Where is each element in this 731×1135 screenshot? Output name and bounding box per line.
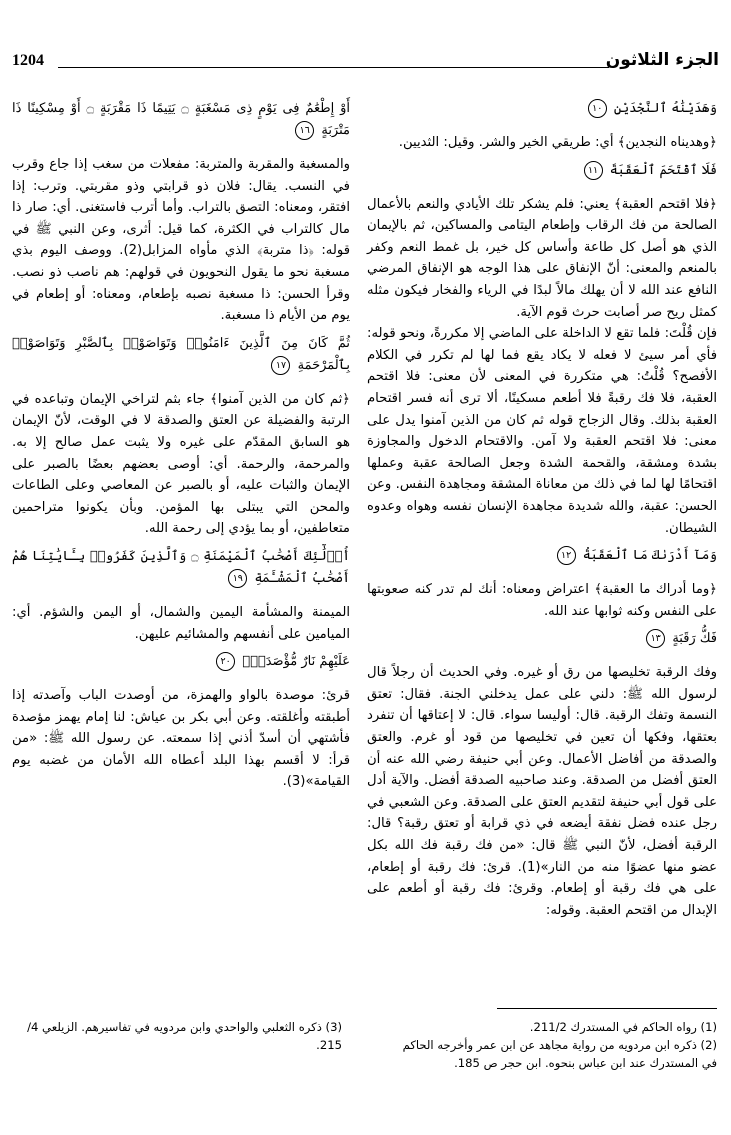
footnotes-right: [387, 1018, 717, 1072]
verse-text: وَهَدَيْنَٰهُ ٱلنَّجْدَيْنِ: [613, 101, 717, 116]
verse-number: ١٩: [228, 569, 247, 588]
paragraph: ﴿ثم كان من الذين آمنوا﴾ جاء بثم لتراخي الإيمان وتباعده في الرتبة والفضيلة عن العتق والصدقة لا في الوقت، لأنّ الإيمان هو السابق المقدّم على غيره ولا يثبت عمل صالح إلا به. والمرحمة، والرحمة. أي: أوصى بعضهم بعضًا بالصبر على الإيمان والثبات عليه، أو بالصبر عن المعاصي وعلى الطاعات والمحن التي يبتلى بها المؤمن. وبأن يكونوا متراحمين متعاطفين، أو بما يؤدي إلى رحمة الله.: [12, 391, 350, 537]
paragraph: الميمنة والمشأمة اليمين والشمال، أو اليمن والشؤم. أي: الميامين على أنفسهم والمشائيم عليهن.: [12, 604, 350, 642]
verse-number: ٢٠: [216, 652, 235, 671]
verse-14-16: [12, 98, 350, 142]
page-header: [12, 52, 719, 80]
verse-number: ١٦: [295, 121, 314, 140]
paragraph: وفك الرقبة تخليصها من رق أو غيره. وفي الحديث أن رجلاً قال لرسول الله ﷺ: دلني على عمل يدخلني الجنة. فقال: تعتق النسمة وتفك الرقبة. قال: أوليسا سواء. قال: لا إعتاقها أن تنفرد بعتقها، وفكها أن تعين في تخليصها من قود أو غرم. والعتق والصدقة من أفاضل الأعمال. وعن أبي حنيفة رضي الله عنه أن العتق أفضل من الصدقة. وعند صاحبيه الصدقة أفضل. والآية أدل على قول أبي حنيفة لتقديم العتق على الصدقة. وعن الشعبي في رجل عنده فضل نفقة أيضعه في ذي قرابة أو تعتق رقبة؟ قال: الرقبة أفضل، لأنّ النبي ﷺ قال: «من فك رقبة فك الله بكل عضو منها عضوًا منه من النار»(1). قرئ: فك رقبة أو إطعام، على هي فك رقبة أو إطعام. وقرئ: فك رقبة أو أطعم على الإبدال من اقتحم العقبة. وقوله:: [367, 665, 717, 918]
verse-20: [12, 651, 350, 673]
paragraph: فإن قُلْتَ: فلما تقع لا الداخلة على الماضي إلا مكررةً، ونحو قوله: فأي أمر سيئ لا فعله لا يكاد يقع فما لها لم تكرر في الكلام الأفصح؟ قُلْتُ: هي متكررة في المعنى لأن معنى: فلا اقتحم العقبة، فلا فك رقبةً فلا أطعم مسكينًا، ألا ترى أنه فسر اقتحام العقبة بذلك. وقال الزجاج قوله ثم كان من الذين آمنوا يدل على معنى: فلا اقتحم العقبة ولا آمن. والاقتحام الدخول والمجاوزة بشدة ومشقة، والقحمة الشدة وجعل الصالحة عقبة وعملها اقتحامًا لها لما في ذلك من معاناة المشقة ومجاهدة النفس. وعن الحسن: عقبة، والله شديدة مجاهدة الإنسان نفسه وهواه وعدوه الشيطان.: [367, 326, 717, 536]
right-column: [367, 92, 717, 921]
part-title: الجزء الثلاثون: [605, 50, 719, 70]
verse-number: ١١: [584, 161, 603, 180]
verse-18-19: [12, 546, 350, 590]
verse-text: أَوْ إِطْعَٰمٌ فِى يَوْمٍ ذِى مَسْغَبَةٍ ۝ يَتِيمًا ذَا مَقْرَبَةٍ ۝ أَوْ مِسْكِينًا ذَا مَتْرَبَةٍ: [12, 101, 351, 138]
verse-11: [367, 160, 717, 182]
verse-12: [367, 545, 717, 567]
paragraph: قرئ: موصدة بالواو والهمزة، من أوصدت الباب وآصدته إذا أطبقته وأغلقته. وعن أبي بكر بن عياش: لنا إمام يهمز مؤصدة فأشتهي أن أسدّ أذني إذا سمعته. عن رسول الله ﷺ: «من قرأ: لا أقسم بهذا البلد أعطاه الله الأمان من غضبه يوم القيامة»(3).: [12, 688, 350, 790]
verse-text: عَلَيْهِمْ نَارٌ مُّؤْصَدَةٌۢ: [242, 654, 350, 670]
footnote-1: (1) رواه الحاكم في المستدرك 211/2.: [529, 1020, 717, 1034]
verse-text: فَلَا ٱقْتَحَمَ ٱلْعَقَبَةَ: [609, 162, 717, 178]
verse-text: فَكُّ رَقَبَةٍ: [672, 631, 717, 647]
paragraph: والمسغبة والمقربة والمتربة: مفعلات من سغب إذا جاع وقرب في النسب. يقال: فلان ذو قرابتي وذو مقربتي. وترب: إذا افتقر، ومعناه: التصق بالتراب. وأما أترب فاستغنى. أي: صار ذا مال كالتراب في الكثرة، كما قيل: أثرى، وعن النبي ﷺ في قوله: ﴿ذا متربة﴾ الذي مأواه المزابل(2). ووصف اليوم بذي مسغبة نحو ما يقول النحويون في قولهم: هم ناصب ذو نصب. وقرأ الحسن: ذا مسغبة نصبه بإطعام، ومعناه: أو إطعام في يوم من الأيام ذا مسغبة.: [12, 157, 350, 324]
footnote-2: (2) ذكره ابن مردويه من رواية مجاهد عن ابن عمر وأخرجه الحاكم في المستدرك عند ابن عباس بنحوه. ابن حجر ص 185.: [402, 1038, 717, 1070]
footnote-3: (3) ذكره الثعلبي والواحدي وابن مردويه في تفاسيرهم. الزيلعي 4/ 215.: [27, 1020, 342, 1052]
paragraph: ﴿وهديناه النجدين﴾ أي: طريقي الخير والشر. وقيل: الثديين.: [398, 135, 717, 150]
verse-number: ١٢: [557, 546, 576, 565]
verse-10: [367, 98, 717, 120]
paragraph: ﴿وما أدراك ما العقبة﴾ اعتراض ومعناه: أنك لم تدر كنه صعوبتها على النفس وكنه ثوابها عند الله.: [367, 582, 717, 619]
verse-number: ١٠: [588, 99, 607, 118]
verse-text: ثُمَّ كَانَ مِنَ ٱلَّذِينَ ءَامَنُوا۟ وَتَوَاصَوْا۟ بِٱلصَّبْرِ وَتَوَاصَوْا۟ بِٱلْمَرْحَمَةِ: [12, 335, 350, 373]
left-column: [12, 92, 350, 793]
verse-13: [367, 628, 717, 650]
verse-text: وَمَآ أَدْرَىٰكَ مَا ٱلْعَقَبَةُ: [582, 548, 717, 564]
verse-number: ١٧: [271, 356, 290, 375]
verse-text: أُو۟لَٰٓئِكَ أَصْحَٰبُ ٱلْمَيْمَنَةِ ۝ وَٱلَّذِينَ كَفَرُوا۟ بِـَٔايَٰتِنَا هُمْ أَصْحَٰبُ ٱلْمَشْـَٔمَةِ: [12, 548, 351, 586]
footnote-rule: [497, 1008, 717, 1009]
page-number: 1204: [12, 52, 44, 69]
verse-17: [12, 333, 350, 377]
verse-number: ١٣: [646, 629, 665, 648]
header-rule: [58, 67, 609, 68]
paragraph: ﴿فلا اقتحم العقبة﴾ يعني: فلم يشكر تلك الأيادي والنعم بالأعمال الصالحة من فك الرقاب وإطعام اليتامى والمساكين، ثم بالإيمان الذي هو أصل كل طاعة وأساس كل خير، بل غمط النعم وكفر بالمنعم والمعنى: أنّ الإنفاق على هذا الوجه هو الإنفاق المرضي النافع عند الله لا أن يهلك مالاً لبدًا في الرياء والفخار فيكون مثله كمثل ريح صر أصابت حرث قوم الآية.: [367, 196, 717, 320]
footnotes-left: [12, 1018, 342, 1054]
